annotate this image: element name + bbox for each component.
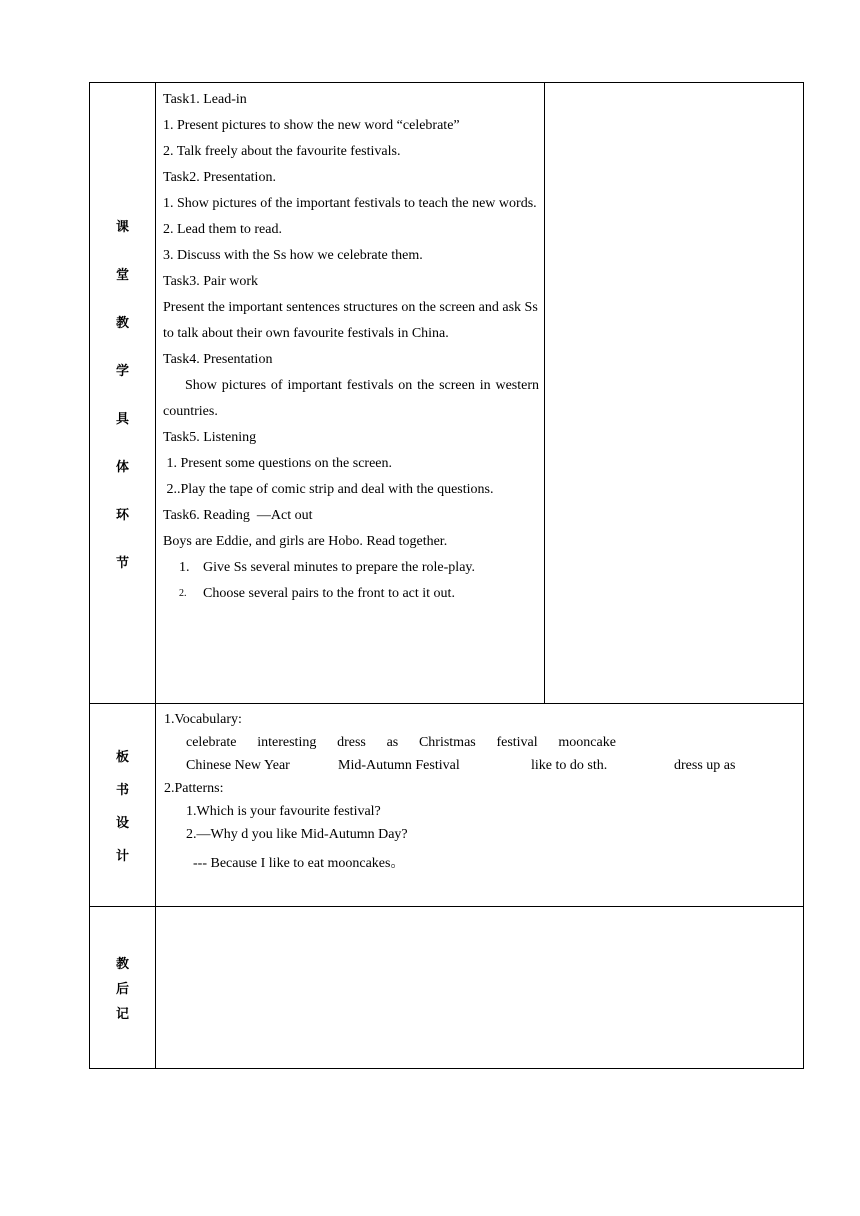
teaching-process-row <box>90 83 804 704</box>
task2-step1: 1. Show pictures of the important festivals to teach the new words. <box>163 196 537 211</box>
task5-title: Task5. Listening <box>163 430 257 445</box>
label-char: 堂 <box>115 267 129 283</box>
label-char: 课 <box>115 219 129 235</box>
label-char: 计 <box>115 849 129 864</box>
pattern-2: 2.—Why d you like Mid-Autumn Day? <box>186 827 408 842</box>
vocab-words <box>186 731 616 754</box>
item-number: 2. <box>179 588 187 599</box>
task2-title: Task2. Presentation. <box>163 170 276 185</box>
reflection-label <box>90 907 156 1069</box>
reflection-row <box>90 907 804 1069</box>
label-char: 学 <box>115 363 129 379</box>
label-char: 记 <box>115 1007 129 1022</box>
vocab-word: mooncake <box>558 735 616 750</box>
task3-title: Task3. Pair work <box>163 274 259 289</box>
pattern-1: 1.Which is your favourite festival? <box>186 804 381 819</box>
label-char: 体 <box>115 459 129 475</box>
label-char: 设 <box>115 816 129 831</box>
label-char: 板 <box>115 750 129 765</box>
item-text: Choose several pairs to the front to act it out. <box>203 586 455 601</box>
teaching-process-label <box>90 83 156 704</box>
task6-item2 <box>163 581 539 607</box>
item-text: Give Ss several minutes to prepare the role-play. <box>203 560 476 575</box>
task4-body: Show pictures of important festivals on the screen in western countries. <box>163 378 539 419</box>
task1-step1: 1. Present pictures to show the new word “celebrate” <box>163 118 460 133</box>
task6-title: Task6. Reading —Act out <box>163 508 313 523</box>
task5-step1: 1. Present some questions on the screen. <box>163 456 393 471</box>
vocab-word: Christmas <box>418 735 476 750</box>
task2-step2: 2. Lead them to read. <box>163 222 282 237</box>
vocab-word: interesting <box>257 735 317 750</box>
label-char: 节 <box>115 555 129 571</box>
vocab-title: 1.Vocabulary: <box>164 712 242 727</box>
lesson-plan-table <box>89 82 804 1069</box>
vocab-phrases <box>186 754 795 777</box>
vocab-word: as <box>386 735 399 750</box>
task4-title: Task4. Presentation <box>163 352 273 367</box>
vocab-phrase: like to do sth. <box>531 758 608 773</box>
task5-step2: 2..Play the tape of comic strip and deal with the questions. <box>163 482 494 497</box>
task3-body: Present the important sentences structures on the screen and ask Ss to talk about their own favourite festivals in China. <box>163 300 538 341</box>
blackboard-design-label <box>90 704 156 907</box>
label-char: 书 <box>115 783 129 798</box>
label-char: 教 <box>115 315 129 331</box>
task1-step2: 2. Talk freely about the favourite festivals. <box>163 144 401 159</box>
blackboard-design-content <box>156 704 804 907</box>
pattern-answer: --- Because I like to eat mooncakes。 <box>193 856 405 871</box>
vocab-phrase: Mid-Autumn Festival <box>338 758 460 773</box>
task6-item1 <box>163 555 539 581</box>
teaching-process-content <box>156 83 545 704</box>
label-char: 具 <box>115 411 129 427</box>
vocab-word: celebrate <box>186 735 237 750</box>
process-notes-cell <box>545 83 804 704</box>
vocab-word: dress <box>337 735 366 750</box>
task2-step3: 3. Discuss with the Ss how we celebrate them. <box>163 248 423 263</box>
task6-body: Boys are Eddie, and girls are Hobo. Read together. <box>163 534 448 549</box>
vocab-word: festival <box>496 735 538 750</box>
reflection-content[interactable] <box>156 907 804 1069</box>
label-char: 环 <box>115 507 129 523</box>
vocab-phrase: Chinese New Year <box>186 758 290 773</box>
vocab-phrase: dress up as <box>674 758 736 773</box>
item-number: 1. <box>179 560 190 575</box>
patterns-title: 2.Patterns: <box>164 781 224 796</box>
blackboard-design-row <box>90 704 804 907</box>
label-char: 教 <box>115 957 129 972</box>
task1-title: Task1. Lead-in <box>163 92 247 107</box>
label-char: 后 <box>115 982 129 997</box>
